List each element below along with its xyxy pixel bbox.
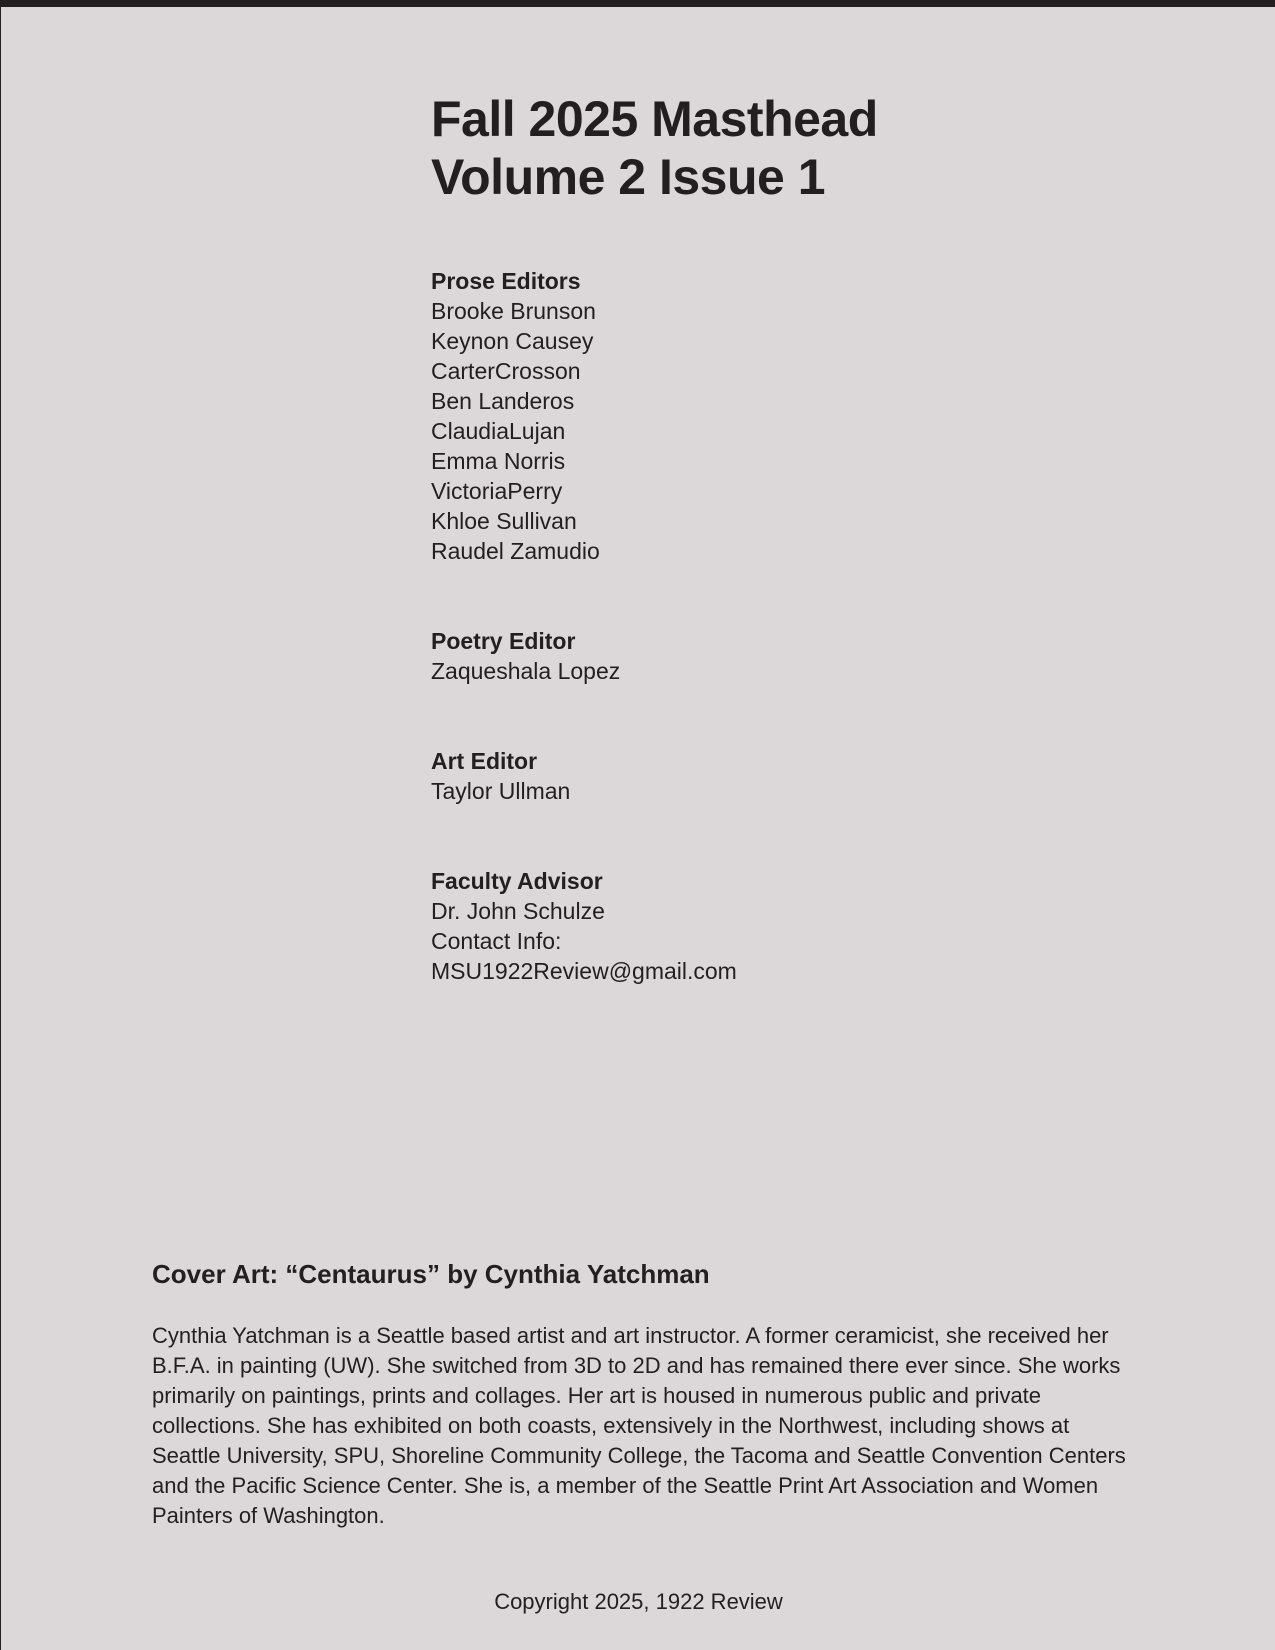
art-editor-name: Taylor Ullman — [431, 778, 571, 804]
contact-info-label: Contact Info: — [431, 928, 562, 954]
copyright-notice: Copyright 2025, 1922 Review — [494, 1589, 783, 1614]
title-season: Fall 2025 Masthead — [431, 91, 878, 147]
poetry-editor-name: Zaqueshala Lopez — [431, 658, 621, 684]
staff-sections — [431, 266, 1131, 986]
poetry-editor-heading: Poetry Editor — [431, 628, 576, 654]
art-editor-heading: Art Editor — [431, 748, 538, 774]
prose-editor-name: Emma Norris — [431, 448, 566, 474]
artist-bio: Cynthia Yatchman is a Seattle based artist and art instructor. A former ceramicist, she received her B.F.A. in painting (UW). She switched from 3D to 2D and has remained there ever since. She works primarily on paintings, prints and collages. Her art is housed in numerous public and private collections. She has exhibited on both coasts, extensively in the Northwest, including shows at Seattle University, SPU, Shoreline Community College, the Tacoma and Seattle Convention Centers and the Pacific Science Center. She is, a member of the Seattle Print Art Association and Women Painters of Washington. — [152, 1323, 1126, 1528]
faculty-advisor-name: Dr. John Schulze — [431, 898, 605, 924]
contact-email: MSU1922Review@gmail.com — [431, 958, 737, 984]
page-title — [431, 90, 1131, 206]
cover-art-block — [152, 1257, 1132, 1531]
faculty-advisor-section — [431, 866, 1131, 986]
prose-editor-name: Keynon Causey — [431, 328, 594, 354]
title-volume: Volume 2 Issue 1 — [431, 149, 826, 205]
prose-editor-name: VictoriaPerry — [431, 478, 563, 504]
prose-editor-name: ClaudiaLujan — [431, 418, 566, 444]
prose-editor-name: Ben Landeros — [431, 388, 575, 414]
faculty-advisor-heading: Faculty Advisor — [431, 868, 603, 894]
prose-editors-list — [431, 296, 1131, 566]
cover-art-title: Cover Art: “Centaurus” by Cynthia Yatchman — [152, 1259, 710, 1289]
prose-editors-heading: Prose Editors — [431, 268, 581, 294]
poetry-editor-section — [431, 626, 1131, 686]
prose-editor-name: Raudel Zamudio — [431, 538, 600, 564]
prose-editor-name: Brooke Brunson — [431, 298, 596, 324]
prose-editor-name: Khloe Sullivan — [431, 508, 577, 534]
masthead-block — [431, 90, 1131, 1046]
prose-editors-section — [431, 266, 1131, 566]
art-editor-section — [431, 746, 1131, 806]
prose-editor-name: CarterCrosson — [431, 358, 581, 384]
